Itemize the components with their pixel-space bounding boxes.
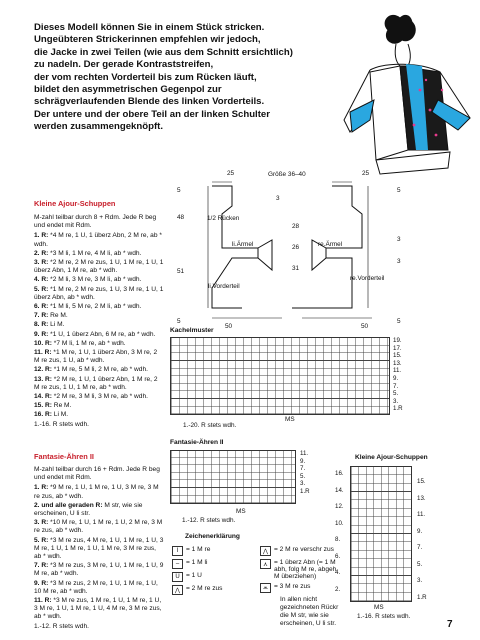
dim-7: 5 [177, 318, 181, 325]
row-number: 9. [393, 374, 399, 382]
intro-paragraph [34, 22, 334, 134]
kleine-chart-end: 1.-16. R stets wdh. [357, 613, 411, 620]
row-number: 16. [335, 470, 344, 477]
kleine-instructions [34, 214, 164, 429]
row-number: 7. [393, 382, 399, 390]
intro-line: Ungeübteren Strickerinnen empfehlen wir jedoch, [34, 34, 261, 46]
kleine-end: 1.-16. R stets wdh. [34, 420, 89, 428]
dim-14: 3 [397, 258, 401, 265]
dim-13: 5 [397, 187, 401, 194]
row-number: 13. [417, 494, 426, 502]
size-label: Größe 36–40 [268, 171, 306, 178]
dim-4: 3 [276, 195, 280, 202]
row-number: 10. [335, 519, 344, 527]
stitch-symbol-icon: ⋏ [260, 559, 271, 569]
instruction-row: 7. R: *3 M re zus, 3 M re, 1 U, 1 M re, 1 U, 9 M re, ab * wdh. [34, 562, 164, 578]
instruction-row: 7. R: Re M. [34, 312, 68, 320]
legend-note: In allen nicht gezeichneten Rückr die M str, wie sie erscheinen, U li str. [280, 596, 339, 627]
row-number: 6. [335, 552, 341, 560]
part-right-front: re.Vorderteil [350, 275, 385, 282]
row-number: 2. [335, 585, 341, 593]
kachel-end: 1.-20. R stets wdh. [183, 422, 237, 429]
intro-line: werden zusammengeknöpft. [34, 121, 164, 133]
dim-6: 50 [225, 323, 233, 330]
instruction-row: 3. R: *2 M re, 2 M re zus, 1 U, 1 M re, 1 U, 1 überz Abn, 1 M re, ab * wdh. [34, 259, 164, 275]
instruction-row: 3. R: *10 M re, 1 U, 1 M re, 1 U, 2 M re, 3 M re zus, ab * wdh. [34, 519, 163, 535]
legend-item [260, 546, 340, 556]
row-number: 11. [300, 450, 309, 457]
part-back: 1/2 Rücken [207, 215, 240, 222]
fantasie-chart-repeat: MS [236, 508, 246, 515]
legend-item [172, 572, 256, 582]
row-number: 9. [300, 457, 306, 465]
row-number: 8. [335, 536, 341, 543]
stitch-symbol-icon: ⋀ [260, 546, 271, 556]
fashion-illustration [330, 0, 480, 195]
row-number: 13. [393, 359, 402, 367]
row-number: 1.R [393, 405, 403, 413]
dim-11: 25 [362, 170, 370, 177]
stitch-symbol-icon: I [172, 546, 183, 556]
part-left-sleeve: li.Ärmel [232, 241, 254, 248]
instruction-row: 2. R: *3 M li, 1 M re, 4 M li, ab * wdh. [34, 249, 142, 257]
fantasie-instructions [34, 466, 164, 631]
row-number: 11. [393, 367, 402, 375]
dim-15: 50 [361, 323, 369, 330]
legend-title: Zeichenerklärung [185, 533, 240, 540]
kleine-chart-title: Kleine Ajour-Schuppen [355, 454, 428, 461]
row-number: 7. [417, 544, 423, 551]
instruction-row: 11. R: *3 M re zus, 1 M re, 1 U, 1 M re, 1 U, 3 M re, 1 U, 1 M re, 1 U, 4 M re, 3 M re zus, ab * wdh. [34, 597, 162, 621]
instruction-row: 5. R: *3 M re zus, 4 M re, 1 U, 1 M re, 1 U, 3 M re, 1 U, 1 M re, 1 U, 1 M re, 3 M re zus, ab * wdh. [34, 536, 164, 561]
instruction-row: 9. R: *1 U, 1 überz Abn, 6 M re, ab * wdh. [34, 330, 156, 338]
part-left-front: li.Vorderteil [208, 283, 240, 290]
legend-text: = 1 U [186, 572, 202, 579]
dim-2: 5 [177, 187, 181, 194]
row-number: 15. [393, 352, 402, 360]
stitch-symbol-icon: U [172, 572, 183, 582]
dim-1: 25 [227, 170, 235, 177]
row-number: 17. [393, 344, 402, 352]
intro-line: der vom rechten Vorderteil bis zum Rücken läuft, [34, 71, 257, 83]
fantasie-intro: M-zahl teilbar durch 16 + Rdm. Jede R beg und endet mit Rdm. [34, 466, 160, 482]
instruction-row: 12. R: *1 M re, 5 M li, 2 M re, ab * wdh. [34, 366, 148, 374]
row-number: 14. [335, 486, 344, 494]
stitch-symbol-icon: ⩕ [260, 583, 271, 593]
kleine-chart [350, 466, 412, 602]
stitch-symbol-icon: ⋀ [172, 585, 183, 595]
legend-left [172, 546, 256, 598]
dim-3: 48 [177, 214, 185, 221]
intro-line: Der untere und der obere Teil an der linken Schulter [34, 108, 270, 120]
kleine-chart-left-rows [335, 466, 344, 598]
row-number: 9. [417, 527, 423, 535]
legend-right [260, 546, 340, 596]
kachel-title: Kachelmuster [170, 327, 214, 334]
row-number: 15. [417, 478, 426, 485]
kleine-chart-right-rows [417, 474, 427, 606]
row-number: 7. [300, 465, 306, 473]
kleine-title: Kleine Ajour-Schuppen [34, 199, 116, 208]
part-right-sleeve: re.Ärmel [318, 241, 343, 248]
intro-line: bildet den asymmetrischen Gegenpol zur [34, 84, 222, 96]
dim-5: 51 [177, 268, 185, 275]
row-number: 5. [393, 390, 399, 398]
dim-10: 31 [292, 265, 300, 272]
row-number: 3. [417, 577, 423, 584]
row-number: 3. [393, 397, 399, 405]
instruction-row: 9. R: *3 M re zus, 2 M re, 1 U, 1 M re, 1 U, 10 M re, ab * wdh. [34, 579, 158, 595]
fantasie-chart [170, 450, 296, 504]
row-number: 11. [417, 511, 426, 518]
row-number: 1.R [417, 593, 427, 601]
legend-item [260, 583, 340, 593]
instruction-row: 6. R: *1 M li, 5 M re, 2 M li, ab * wdh. [34, 303, 142, 311]
instruction-row: 1. R: *9 M re, 1 U, 1 M re, 1 U, 3 M re, 3 M re zus, ab * wdh. [34, 484, 159, 500]
legend-text: = 1 überz Abn (= 1 M abh, folg M re, abgeh M überziehen) [274, 559, 337, 580]
legend-text: = 1 M li [186, 559, 208, 566]
row-number: 5. [300, 472, 306, 480]
legend-text: = 3 M re zus [274, 583, 311, 590]
fantasie-chart-row-numbers [300, 450, 310, 496]
instruction-row: 10. R: *7 M li, 1 M re, ab * wdh. [34, 339, 126, 347]
instruction-row: 1. R: *4 M re, 1 U, 1 überz Abn, 2 M re, ab * wdh. [34, 232, 162, 248]
intro-line: die Jacke in zwei Teilen (wie aus dem Schnitt ersichtlich) [34, 46, 293, 58]
intro-line: schrägverlaufenden Blende des linken Vorderteils. [34, 96, 265, 108]
instruction-row: 13. R: *2 M re, 1 U, 1 überz Abn, 1 M re, 2 M re zus, 1 U, 1 M re, ab * wdh. [34, 375, 158, 391]
instruction-row: 15. R: Re M. [34, 402, 72, 410]
instruction-row: 5. R: *1 M re, 2 M re zus, 1 U, 3 M re, 1 U, 1 überz Abn, ab * wdh. [34, 285, 164, 301]
row-number: 3. [300, 480, 306, 488]
row-number: 4. [335, 569, 341, 576]
legend-item [260, 559, 340, 580]
legend-text: = 2 M re zus [186, 585, 223, 592]
kachel-chart [170, 337, 390, 415]
legend-item [172, 585, 256, 595]
fantasie-title: Fantasie-Ähren II [34, 452, 94, 461]
instruction-row: 8. R: Li M. [34, 321, 65, 329]
legend-item [172, 559, 256, 569]
dim-16: 5 [397, 318, 401, 325]
kachel-repeat: MS [285, 416, 295, 423]
stitch-symbol-icon: – [172, 559, 183, 569]
row-number: 5. [417, 560, 423, 568]
page-number: 7 [447, 619, 453, 630]
dim-8: 28 [292, 223, 300, 230]
fantasie-chart-title: Fantasie-Ähren II [170, 439, 224, 446]
kleine-intro: M-zahl teilbar durch 8 + Rdm. Jede R beg und endet mit Rdm. [34, 214, 157, 230]
instruction-row: 4. R: *2 M li, 3 M re, 3 M li, ab * wdh. [34, 276, 142, 284]
fantasie-chart-end: 1.-12. R stets wdh. [182, 517, 236, 524]
legend-text: = 1 M re [186, 546, 211, 553]
fantasie-end: 1.-12. R stets wdh. [34, 622, 89, 630]
row-number: 12. [335, 503, 344, 510]
row-number: 1.R [300, 487, 310, 495]
kleine-chart-repeat: MS [374, 604, 384, 611]
instruction-row: 14. R: *2 M re, 3 M li, 3 M re, ab * wdh. [34, 393, 148, 401]
instruction-row: 2. und alle geraden R: M str, wie sie erscheinen, U li str. [34, 501, 143, 518]
legend-item [172, 546, 256, 556]
dim-12: 3 [397, 236, 401, 243]
intro-line: zu nadeln. Der gerade Kontraststreifen, [34, 59, 214, 71]
dim-9: 26 [292, 244, 300, 251]
pattern-schematic [172, 178, 412, 328]
instruction-row: 16. R: Li M. [34, 411, 69, 419]
intro-line: Dieses Modell können Sie in einem Stück stricken. [34, 22, 265, 33]
legend-text: = 2 M re verschr zus [274, 546, 334, 553]
kachel-row-numbers [393, 337, 403, 413]
row-number: 19. [393, 337, 402, 344]
instruction-row: 11. R: *1 M re, 1 U, 1 überz Abn, 3 M re, 2 M re zus, 1 U, ab * wdh. [34, 349, 158, 365]
